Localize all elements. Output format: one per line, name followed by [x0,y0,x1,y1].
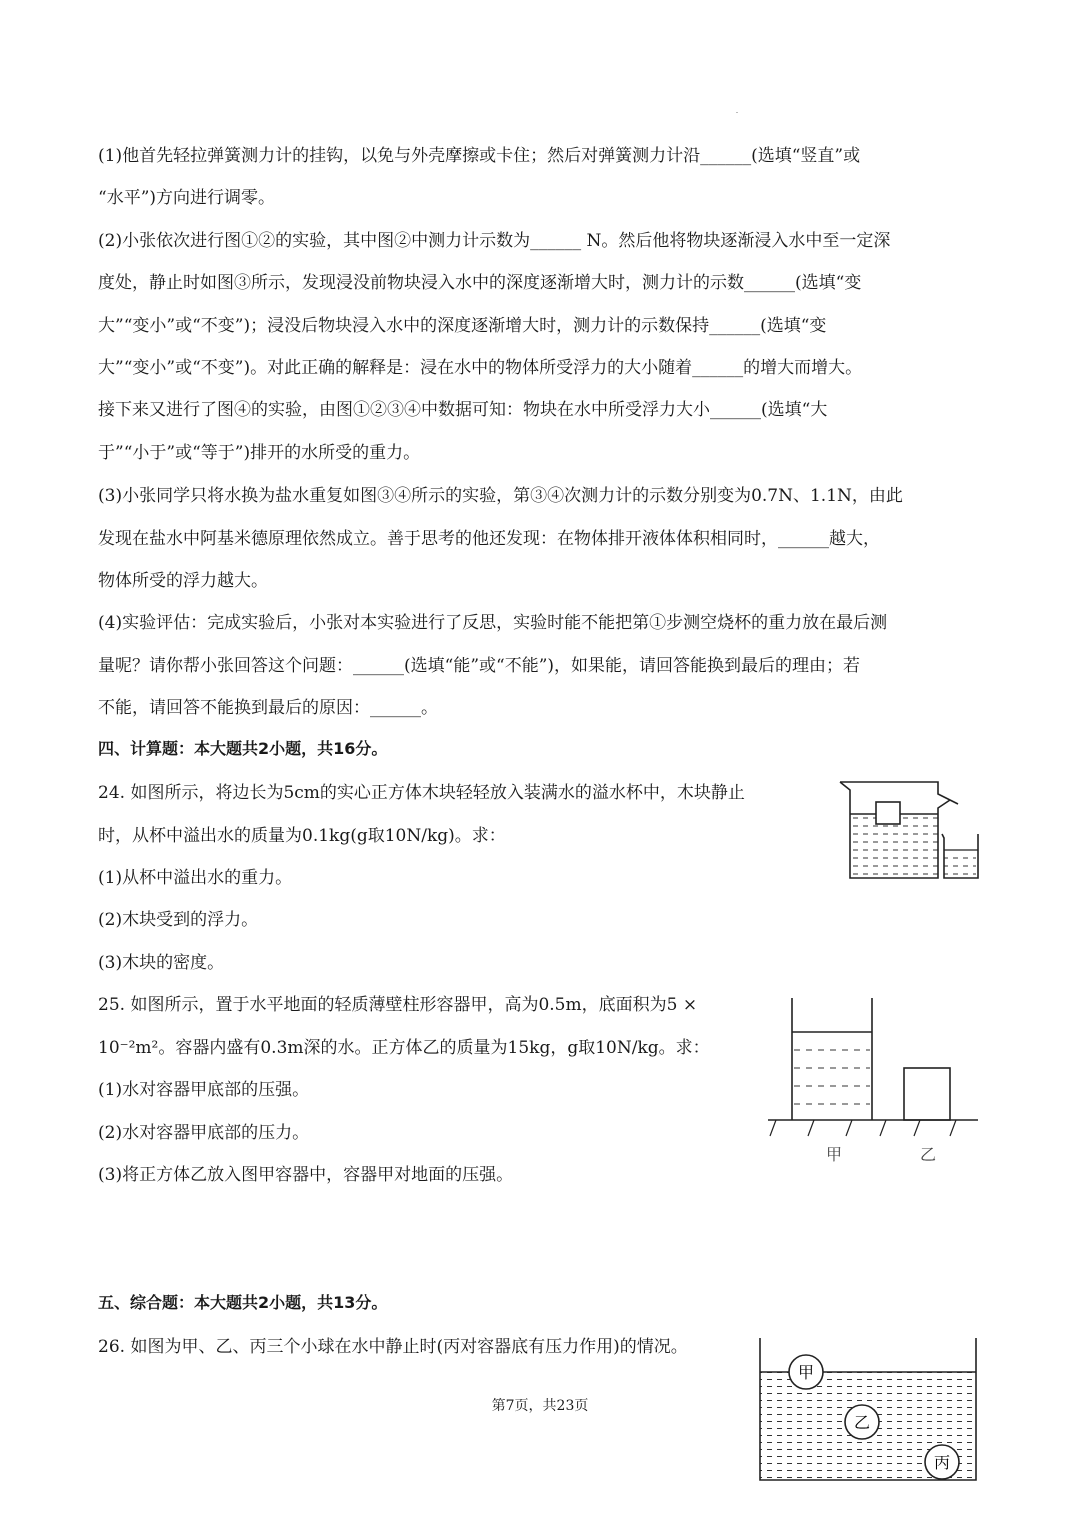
q23-p3-line3: 物体所受的浮力越大。 [98,571,268,591]
figure-label-jia: 甲 [826,1145,843,1164]
container-cube-figure [764,990,982,1170]
q26-line1: 26. 如图为甲、乙、丙三个小球在水中静止时(丙对容器底有压力作用)的情况。 [98,1337,688,1357]
q23-p2-line3: 大”“变小”或“不变”)；浸没后物块浸入水中的深度逐渐增大时，测力计的示数保持______(选填“变 [98,316,827,336]
q23-p4-line2: 量呢？请你帮小张回答这个问题：______(选填“能”或“不能”)，如果能，请回答能换到最后的理由；若 [98,656,861,676]
q24-sub1: (1)从杯中溢出水的重力。 [98,868,293,888]
q25-sub2: (2)水对容器甲底部的压力。 [98,1123,310,1143]
q23-p4-line1: (4)实验评估：完成实验后，小张对本实验进行了反思，实验时能不能把第①步测空烧杯的重力放在最后测 [98,613,888,633]
q23-p3-line1: (3)小张同学只将水换为盐水重复如图③④所示的实验，第③④次测力计的示数分别变为0.7N、1.1N，由此 [98,486,903,506]
ball-bing-label: 丙 [933,1453,951,1472]
q23-p2-line2: 度处，静止时如图③所示，发现浸没前物块浸入水中的深度逐渐增大时，测力计的示数______(选填“变 [98,273,862,293]
overflow-cup-figure [832,774,982,884]
q24-sub3: (3)木块的密度。 [98,953,225,973]
q23-p2-line4: 大”“变小”或“不变”)。对此正确的解释是：浸在水中的物体所受浮力的大小随着______的增大而增大。 [98,358,863,378]
q24-line2: 时，从杯中溢出水的质量为0.1kg(g取10N/kg)。求： [98,826,506,846]
scan-dot [736,112,738,113]
ball-jia-label: 甲 [797,1363,815,1382]
q23-p2-line1: (2)小张依次进行图①②的实验，其中图②中测力计示数为______ N。然后他将物块逐渐浸入水中至一定深 [98,231,891,251]
q24-sub2: (2)木块受到的浮力。 [98,910,259,930]
ball-yi-label: 乙 [853,1413,871,1432]
q23-p4-line3: 不能，请回答不能换到最后的原因：______。 [98,698,438,718]
q25-sub3: (3)将正方体乙放入图甲容器中，容器甲对地面的压强。 [98,1165,514,1185]
q23-p2-line6: 于”“小于”或“等于”)排开的水所受的重力。 [98,443,421,463]
q24-line1: 24. 如图所示，将边长为5cm的实心正方体木块轻轻放入装满水的溢水杯中，木块静止 [98,783,745,803]
q25-line1: 25. 如图所示，置于水平地面的轻质薄壁柱形容器甲，高为0.5m，底面积为5 × [98,995,698,1015]
q25-line2: 10⁻²m²。容器内盛有0.3m深的水。正方体乙的质量为15kg，g取10N/kg。求： [98,1038,710,1058]
q23-p1-line1: (1)他首先轻拉弹簧测力计的挂钩，以免与外壳摩擦或卡住；然后对弹簧测力计沿______(选填“竖直”或 [98,146,861,166]
figure-label-yi: 乙 [920,1145,937,1164]
q25-sub1: (1)水对容器甲底部的压强。 [98,1080,310,1100]
q23-p3-line2: 发现在盐水中阿基米德原理依然成立。善于思考的他还发现：在物体排开液体体积相同时，______越大， [98,529,880,549]
q23-p2-line5: 接下来又进行了图④的实验，由图①②③④中数据可知：物块在水中所受浮力大小______(选填“大 [98,400,828,420]
q23-p1-line2: “水平”)方向进行调零。 [98,188,276,208]
section-5-heading: 五、综合题：本大题共2小题，共13分。 [98,1293,388,1312]
section-4-heading: 四、计算题：本大题共2小题，共16分。 [98,739,388,758]
page-footer: 第7页，共23页 [491,1398,589,1414]
